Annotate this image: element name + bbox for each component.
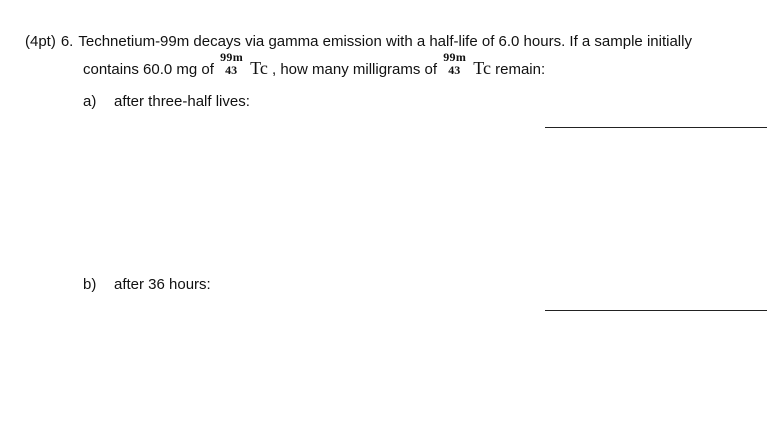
nuclide-element-symbol-2: Tc	[473, 58, 491, 78]
part-a-text: after three-half lives:	[114, 93, 250, 110]
nuclide-element-symbol: Tc	[250, 58, 268, 78]
nuclide-atomic-number-2: 43	[448, 63, 461, 77]
part-a	[83, 93, 250, 111]
question-text-line-2-end: remain:	[495, 61, 546, 78]
answer-blank-b[interactable]	[545, 310, 767, 311]
part-a-label: a)	[83, 93, 97, 110]
question-text-line-2-middle: , how many milligrams of	[272, 61, 438, 78]
nuclide-mass-number: 99m	[220, 50, 243, 64]
nuclide-symbol-technetium-2	[441, 50, 491, 79]
answer-blank-a[interactable]	[545, 127, 767, 128]
nuclide-mass-number-2: 99m	[443, 50, 467, 64]
question-text-line-2-start: contains 60.0 mg of	[83, 61, 214, 78]
question-text-line-1: Technetium-99m decays via gamma emission with a half-life of 6.0 hours. If a sample initially	[78, 33, 692, 50]
part-b-label: b)	[83, 276, 97, 293]
nuclide-atomic-number: 43	[225, 63, 238, 77]
part-b-text: after 36 hours:	[114, 276, 211, 293]
question-points: (4pt)	[25, 33, 56, 50]
question-line-1	[25, 33, 692, 51]
question-number: 6.	[60, 33, 74, 50]
question-line-2	[83, 50, 546, 79]
nuclide-symbol-technetium	[218, 50, 268, 79]
part-b	[83, 276, 211, 294]
